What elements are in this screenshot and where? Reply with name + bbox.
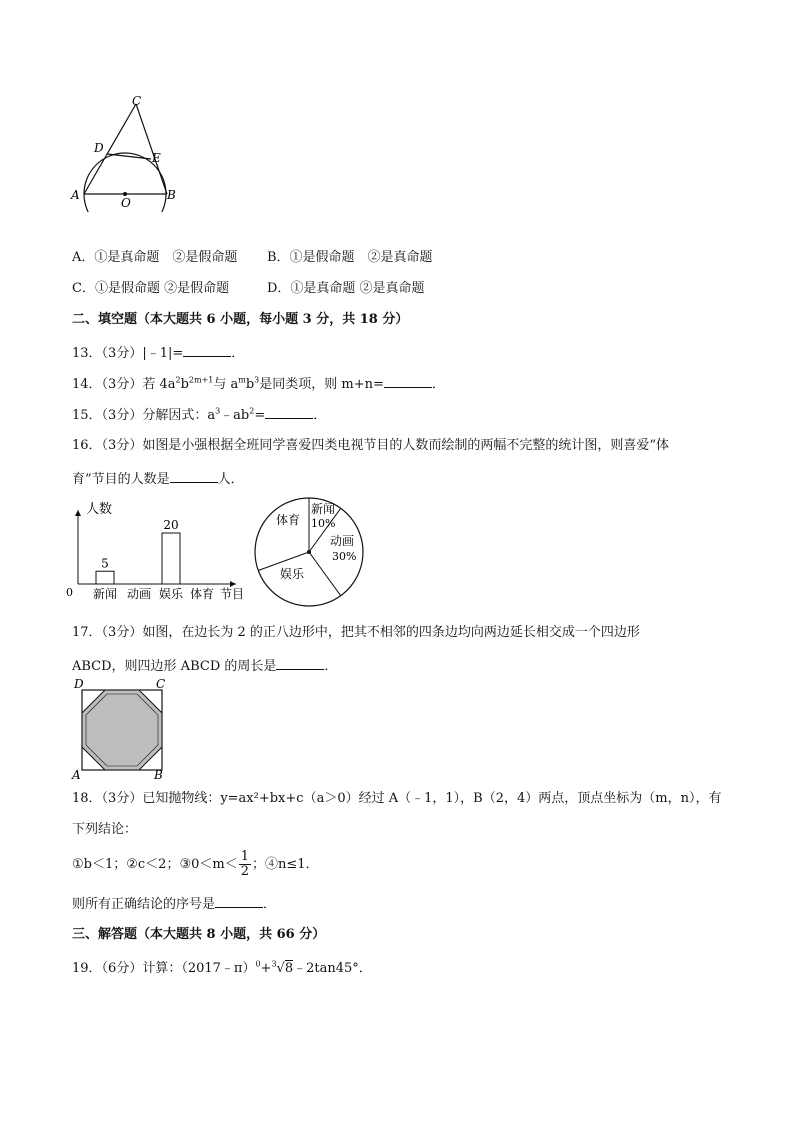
radicand: 8 [284, 961, 294, 976]
fraction: $\frac{1}{2}$ [240, 849, 249, 879]
answer-blank [183, 342, 231, 357]
x-tick-label: 娱乐 [158, 587, 184, 601]
question-18-line4: 则所有正确结论的序号是 ． [72, 893, 276, 914]
root-index: 3 [271, 959, 277, 969]
option-b: B．①是假命题 ②是真命题 [267, 250, 433, 265]
bar [96, 571, 114, 584]
question-17-line1: 17．（3分）如图，在边长为 2 的正八边形中，把其不相邻的四条边均向两边延长相交成一个四边形 [72, 625, 640, 640]
data-label: 20 [163, 518, 179, 532]
option-c: C．①是假命题 ②是假命题 [72, 281, 230, 296]
y-axis-label: 人数 [86, 502, 113, 517]
circle-triangle-figure [66, 92, 186, 212]
segment-ac [84, 104, 136, 194]
question-19: 19．（6分）计算：（2017﹣π）$^0$+$^3$√8﹣2tan45°． [72, 959, 372, 976]
label-b: B [167, 188, 176, 202]
option-d: D．①是真命题 ②是真命题 [267, 281, 425, 296]
data-label: 5 [101, 556, 109, 571]
octagon [82, 690, 162, 770]
label-e: E [152, 151, 161, 165]
section-2-title: 二、填空题（本大题共 6 小题，每小题 3 分，共 18 分） [72, 312, 409, 327]
question-14: 14．（3分）若 $4a^2b^{2m+1}$与 $a^mb^3$是同类项，则 m+n= ． [72, 373, 445, 394]
question-17-line2: ABCD，则四边形 ABCD 的周长是 ． [72, 655, 337, 676]
pie-chart [248, 494, 373, 612]
answer-blank [384, 373, 432, 388]
question-18-line2: 下列结论： [72, 822, 138, 837]
x-tick-label: 新闻 [92, 587, 118, 601]
segment-bc [136, 104, 167, 194]
option-a: A．①是真命题 ②是假命题 [72, 250, 238, 265]
y-axis-arrow [75, 510, 81, 516]
slice-label: 娱乐 [280, 567, 305, 581]
question-16-line2: 育”节目的人数是 人． [72, 468, 244, 489]
question-16-line1: 16．（3分）如图是小强根据全班同学喜爱四类电视节目的人数而绘制的两幅不完整的统计图，则喜爱“体 [72, 438, 669, 453]
answer-blank [276, 655, 324, 670]
x-tick-label: 体育 [189, 587, 215, 601]
label-a: A [72, 768, 81, 781]
label-a: A [71, 188, 80, 202]
origin-label: 0 [66, 586, 73, 599]
section-3-title: 三、解答题（本大题共 8 小题，共 66 分） [72, 927, 326, 942]
label-b: B [154, 768, 163, 781]
label-o: O [121, 196, 131, 210]
slice-label: 新闻 [311, 502, 336, 516]
x-axis-label: 节目 [220, 587, 245, 601]
pie-center [307, 550, 311, 554]
segment-de [107, 154, 151, 159]
question-13: 13．（3分）|﹣1|= ． [72, 342, 244, 363]
slice-value-label: 10% [311, 517, 336, 530]
radical-sign: √ [276, 961, 285, 976]
label-c: C [132, 94, 142, 108]
slice-value-label: 30% [332, 550, 357, 563]
x-tick-label: 动画 [126, 587, 152, 601]
answer-blank [215, 893, 263, 908]
bar-chart [60, 498, 250, 606]
label-d: D [74, 677, 84, 691]
label-d: D [94, 141, 104, 155]
question-18-line3: ①b＜1；②c＜2；③0＜m＜ $\frac{1}{2}$ ；④n≤1． [72, 849, 319, 879]
slice-label: 体育 [276, 513, 301, 527]
answer-blank [170, 468, 218, 483]
label-c: C [156, 677, 166, 691]
answer-blank [265, 404, 313, 419]
octagon-square-figure [70, 676, 170, 781]
question-18-line1: 18．（3分）已知抛物线：y=ax²+bx+c（a＞0）经过 A（﹣1，1），B（2，4）两点，顶点坐标为（m，n），有 [72, 791, 722, 806]
slice-label: 动画 [330, 534, 355, 548]
bar [162, 533, 180, 584]
question-15: 15．（3分）分解因式：$a^3﹣ab^2=$ ． [72, 404, 326, 425]
